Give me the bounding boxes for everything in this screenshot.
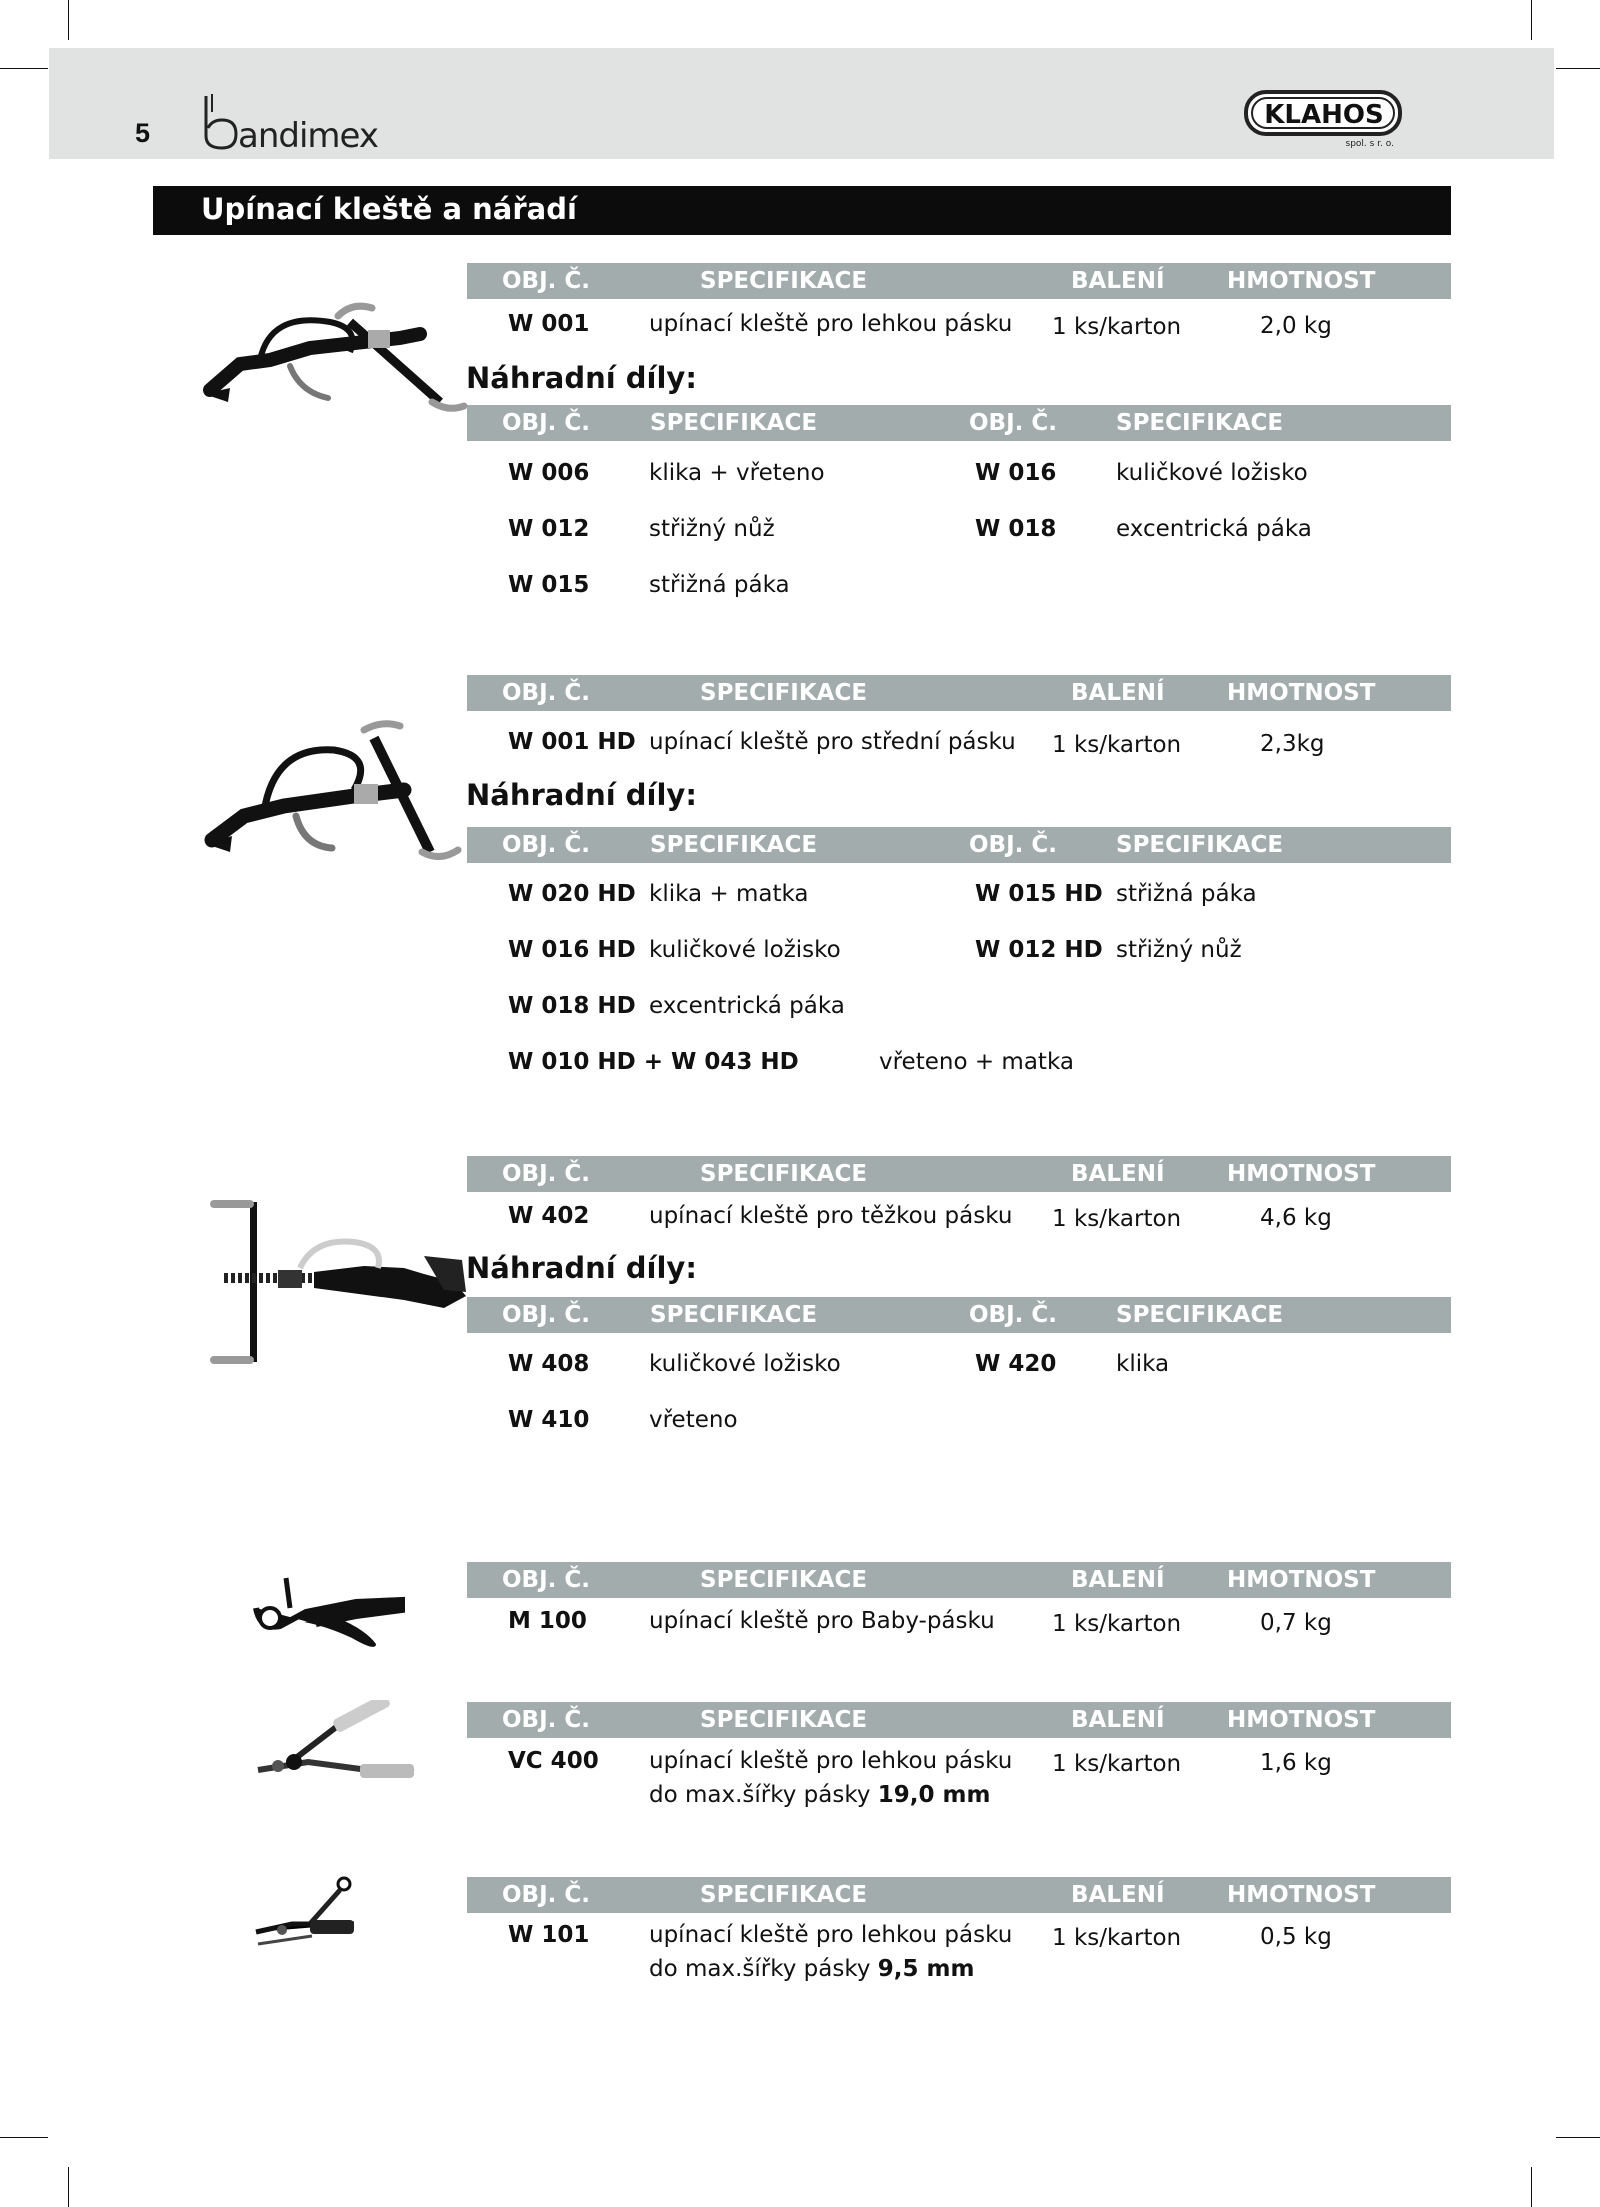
- small-tensioner-icon: [252, 1874, 358, 1948]
- spare-code: W 010 HD + W 043 HD: [508, 1049, 799, 1075]
- spare-code: W 015: [508, 572, 590, 598]
- spare-code: W 410: [508, 1407, 590, 1433]
- spare-spec: klika + matka: [649, 881, 809, 907]
- lever-tool-icon: [248, 1700, 418, 1784]
- table-header: OBJ. Č. SPECIFIKACE BALENÍ HMOTNOST: [467, 263, 1451, 299]
- svg-text:andimex: andimex: [238, 116, 378, 152]
- product-packaging: 1 ks/karton: [1052, 1206, 1182, 1232]
- spare-spec: střižná páka: [1116, 881, 1257, 907]
- table-header: OBJ. Č. SPECIFIKACE BALENÍ HMOTNOST: [467, 1702, 1451, 1738]
- product-code: M 100: [508, 1608, 587, 1634]
- crop-mark: [1556, 68, 1600, 69]
- product-code: VC 400: [508, 1748, 599, 1774]
- product-weight: 0,5 kg: [1260, 1924, 1332, 1950]
- spare-code: W 016: [975, 460, 1057, 486]
- spare-spec: střižná páka: [649, 572, 790, 598]
- product-code: W 402: [508, 1203, 590, 1229]
- product-weight: 1,6 kg: [1260, 1750, 1332, 1776]
- product-weight: 2,0 kg: [1260, 313, 1332, 339]
- spare-spec: vřeteno: [649, 1407, 738, 1433]
- table-header: OBJ. Č. SPECIFIKACE BALENÍ HMOTNOST: [467, 675, 1451, 711]
- spare-spec: excentrická páka: [649, 993, 845, 1019]
- table-header: OBJ. Č. SPECIFIKACE BALENÍ HMOTNOST: [467, 1877, 1451, 1913]
- product-packaging: 1 ks/karton: [1052, 1611, 1182, 1637]
- spare-code: W 012: [508, 516, 590, 542]
- spare-table-header: OBJ. Č. SPECIFIKACE OBJ. Č. SPECIFIKACE: [467, 827, 1451, 863]
- product-spec: upínací kleště pro lehkou pásku: [649, 1922, 1013, 1948]
- spare-table-header: OBJ. Č. SPECIFIKACE OBJ. Č. SPECIFIKACE: [467, 1297, 1451, 1333]
- spare-spec: kuličkové ložisko: [649, 937, 841, 963]
- spare-spec: střižný nůž: [1116, 937, 1242, 963]
- spare-spec: klika + vřeteno: [649, 460, 825, 486]
- tensioner-tool-icon: [200, 302, 468, 414]
- crop-mark: [68, 0, 69, 40]
- spare-spec: klika: [1116, 1351, 1170, 1377]
- table-header: OBJ. Č. SPECIFIKACE BALENÍ HMOTNOST: [467, 1562, 1451, 1598]
- crop-mark: [1531, 2167, 1532, 2207]
- spare-code: W 420: [975, 1351, 1057, 1377]
- tensioner-tool-icon: [204, 720, 466, 860]
- product-weight: 2,3kg: [1260, 731, 1325, 757]
- section-title: Upínací kleště a nářadí: [201, 192, 577, 226]
- product-code: W 001: [508, 311, 590, 337]
- product-spec: upínací kleště pro lehkou pásku: [649, 311, 1013, 337]
- spare-code: W 015 HD: [975, 881, 1103, 907]
- page-number: 5: [135, 118, 151, 148]
- spare-code: W 018 HD: [508, 993, 636, 1019]
- section-title-bar: [153, 186, 1451, 235]
- product-packaging: 1 ks/karton: [1052, 1751, 1182, 1777]
- product-spec-width: do max.šířky pásky 19,0 mm: [649, 1782, 991, 1808]
- product-spec: upínací kleště pro Baby-pásku: [649, 1608, 995, 1634]
- bandimex-logo: [200, 92, 380, 152]
- product-code: W 001 HD: [508, 729, 636, 755]
- product-packaging: 1 ks/karton: [1052, 314, 1182, 340]
- pliers-tool-icon: [246, 1560, 406, 1660]
- spare-table-header: OBJ. Č. SPECIFIKACE OBJ. Č. SPECIFIKACE: [467, 405, 1451, 441]
- product-code: W 101: [508, 1922, 590, 1948]
- product-packaging: 1 ks/karton: [1052, 732, 1182, 758]
- spare-code: W 006: [508, 460, 590, 486]
- svg-text:KLAHOS: KLAHOS: [1264, 100, 1384, 130]
- crop-mark: [0, 68, 48, 69]
- spare-spec: střižný nůž: [649, 516, 775, 542]
- table-header: OBJ. Č. SPECIFIKACE BALENÍ HMOTNOST: [467, 1156, 1451, 1192]
- spare-code: W 018: [975, 516, 1057, 542]
- max-width-value: 9,5 mm: [877, 1956, 975, 1982]
- product-weight: 4,6 kg: [1260, 1205, 1332, 1231]
- product-spec: upínací kleště pro lehkou pásku: [649, 1748, 1013, 1774]
- crop-mark: [68, 2167, 69, 2207]
- klahos-logo: [1244, 88, 1404, 150]
- heavy-tensioner-icon: [204, 1196, 474, 1368]
- product-spec: upínací kleště pro těžkou pásku: [649, 1203, 1013, 1229]
- product-weight: 0,7 kg: [1260, 1610, 1332, 1636]
- spare-parts-heading: Náhradní díly:: [466, 361, 697, 395]
- spare-code: W 408: [508, 1351, 590, 1377]
- spare-code: W 012 HD: [975, 937, 1103, 963]
- crop-mark: [0, 2137, 48, 2138]
- crop-mark: [1531, 0, 1532, 40]
- crop-mark: [1556, 2137, 1600, 2138]
- spare-code: W 016 HD: [508, 937, 636, 963]
- spare-spec: kuličkové ložisko: [1116, 460, 1308, 486]
- product-packaging: 1 ks/karton: [1052, 1925, 1182, 1951]
- spare-code: W 020 HD: [508, 881, 636, 907]
- spare-spec: excentrická páka: [1116, 516, 1312, 542]
- spare-parts-heading: Náhradní díly:: [466, 778, 697, 812]
- spare-spec: kuličkové ložisko: [649, 1351, 841, 1377]
- spare-spec: vřeteno + matka: [879, 1049, 1074, 1075]
- max-width-value: 19,0 mm: [877, 1782, 991, 1808]
- product-spec: upínací kleště pro střední pásku: [649, 729, 1016, 755]
- spare-parts-heading: Náhradní díly:: [466, 1251, 697, 1285]
- svg-text:spol. s r. o.: spol. s r. o.: [1345, 139, 1394, 149]
- product-spec-width: do max.šířky pásky 9,5 mm: [649, 1956, 975, 1982]
